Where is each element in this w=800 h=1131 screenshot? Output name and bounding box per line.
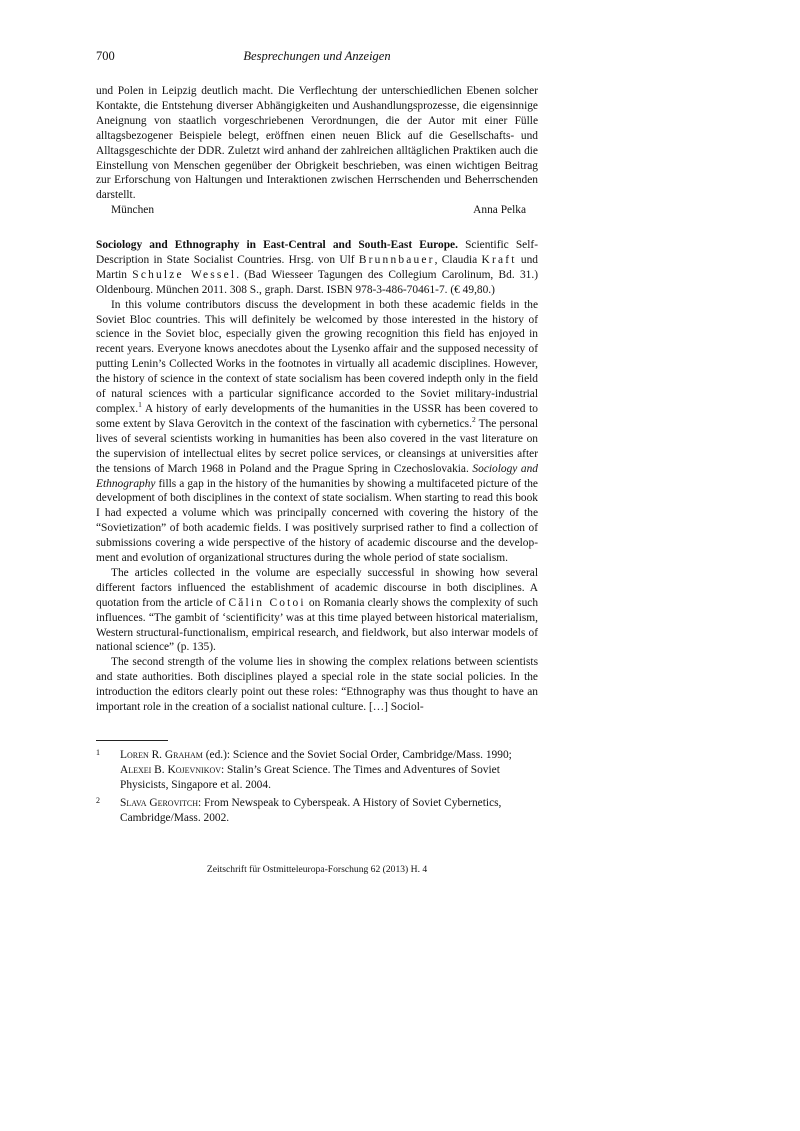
paragraph-text: on Romania clearly shows the complexity of such influences. “The gambit of ‘scientificity’ was at this time played between historical materialism, Western structural-functionalism, empirical research, and fieldwork, but also interwar models of national science” (p. 135).	[96, 596, 539, 654]
footnote	[96, 748, 538, 793]
paragraph-text: fills a gap in the history of the humanities by showing a multifaceted picture of the development of both disciplines in the context of state socialism. When starting to read this book I had expected a volume which was principally concerned with covering the history of the “Sovietization” of both academic fields. I was positively surprised rather to find a collection of submissions covering a wide perspective of the history of academic discourse and the development and evolution of organizational structures during the whole period of state socialism.	[96, 477, 538, 565]
running-head-title: Besprechungen und Anzeigen	[243, 49, 391, 63]
bibliographic-entry	[96, 238, 538, 298]
previous-review-signature	[96, 203, 538, 218]
footnote-text: Slava Gerovitch: From Newspeak to Cyberspeak. A History of Soviet Cybernetics, Cambridge/Mass. 2002.	[120, 796, 502, 824]
book-publication-details: . (Bad Wiesseer Tagungen des Collegium Carolinum, Bd. 31.) Oldenbourg. München 2011. 308 S., graph. Darst. ISBN 978-3-486-70461-7. (€ 49,80.)	[96, 268, 538, 296]
editor-name: Kraft	[481, 253, 517, 266]
journal-footer: Zeitschrift für Ostmitteleuropa-Forschung 62 (2013) H. 4	[206, 864, 428, 875]
review-paragraph: The second strength of the volume lies in showing the complex relations between scientists and state authorities. Both disciplines played a special role in the state social policies. In the introduction the editors clearly point out these roles: “Ethnography was thus thought to have an important role in the creation of a socialist national culture. […] Sociol-	[96, 656, 538, 714]
footnote-rule	[96, 740, 168, 741]
book-title-italic: Sociology and Ethnography	[96, 462, 538, 490]
paragraph-text: The articles collected in the volume are especially successful in showing how several different factors influenced the establishment of academic discourse in both disciplines. A quotation from the article of	[96, 566, 538, 609]
footnotes	[96, 748, 538, 829]
editor-name: Schulze Wessel	[132, 268, 237, 281]
review	[96, 238, 538, 715]
review-paragraph	[96, 566, 538, 655]
editor-name: Brunnbauer	[358, 253, 435, 266]
paragraph-text: A history of early developments of the humanities in the USSR has been covered to some extent by Slava Gerovitch in the context of the fascination with cybernetics.	[96, 402, 538, 430]
author-name: Călin Cotoi	[228, 596, 306, 609]
footnote-number: 2	[96, 795, 100, 805]
footnote-marker: 1	[138, 400, 142, 410]
footnote-marker: 2	[471, 415, 476, 425]
reviewer-name: Anna Pelka	[473, 204, 526, 217]
review-place: München	[111, 204, 155, 217]
footnote	[96, 796, 538, 826]
editor-separator: , Claudia	[434, 253, 482, 266]
book-subtitle: Scientific Self-Description in State Socialist Countries. Hrsg. von Ulf	[96, 239, 538, 266]
paragraph-text: The personal lives of several scientists working in humanities has been also covered in the vast literature on the supervision of intellectual elites by secret police services, or cleansings at universities after the tensions of March 1968 in Poland and the Prague Spring in Czechoslovakia.	[96, 417, 538, 475]
review-paragraph	[96, 298, 538, 566]
book-title: Sociology and Ethnography in East-Central and South-East Europe.	[96, 239, 458, 251]
footnote-number: 1	[96, 748, 100, 757]
paragraph-text: In this volume contributors discuss the development in both these academic fields in the Soviet Bloc countries. This will definitely be welcomed by those interested in the history of science in the Soviet bloc, especially given the growing recognition this field has enjoyed in recent years. Everyone knows anecdotes about the Lysenko affair and the supposed necessity of putting Lenin’s Collected Works in the footnotes in virtually all academic disciplines. However, the history of science in the context of state socialism has been covered indepth only in the field of natural sciences with a particular significance accorded to the Soviet military-industrial complex.	[96, 298, 538, 415]
editor-separator: und Martin	[96, 253, 538, 281]
page-number: 700	[96, 49, 115, 63]
running-head	[96, 48, 538, 64]
previous-review	[96, 84, 538, 218]
previous-review-text: und Polen in Leipzig deutlich macht. Die Verflechtung der unterschiedlichen Ebenen solcher Kontakte, die Entstehung diverser Abhängigkeiten und Aushandlungsprozesse, die eigensinnige Aneignung von staatlich vorgeschriebenen Verordnungen, die der Autor mit einer Fülle alltagsbezogener Beispiele belegt, eröffnen einen neuen Blick auf die Gesellschafts- und Alltagsgeschichte der DDR. Zuletzt wird anhand der zahlreichen alltäglichen Praktiken auch die Einstellung von Menschen gegenüber der Obrigkeit beschrieben, was einen wichtigen Beitrag zur Erforschung von Haltungen und Interaktionen zwischen Herrschenden und Beherrschenden darstellt.	[96, 85, 538, 202]
footnote-text: Loren R. Graham (ed.): Science and the Soviet Social Order, Cambridge/Mass. 1990; Alexei B. Kojevnikov: Stalin’s Great Science. The Times and Adventures of Soviet Physicists, Singapore et al. 2004.	[120, 749, 512, 791]
